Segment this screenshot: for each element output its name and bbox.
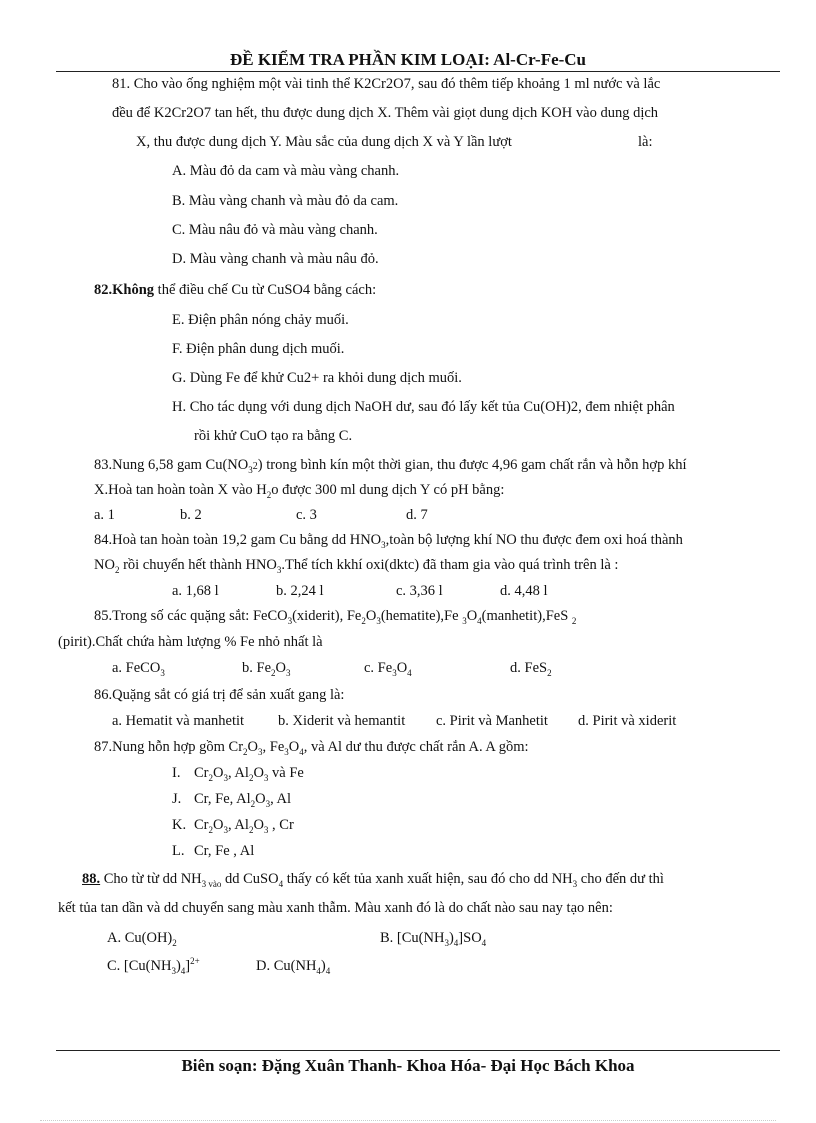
q81-option-d: D. Màu vàng chanh và màu nâu đỏ. — [172, 251, 379, 267]
q84-line-2: $NO_2$ rồi chuyển hết thành $HNO_3.Thể$ tích kkhí oxi(dktc) đã tham gia vào quá trình trên là : — [94, 557, 619, 575]
q85-option-a: a. FeCO$_3$ — [112, 660, 165, 678]
q87-stem: 87.Nung hỗn hợp gồm $Cr_2O_3$, $Fe_3O_4$, và Al dư thu được chất rắn A. A gồm: — [94, 739, 529, 757]
q85-line-2: (pirit).Chất chứa hàm lượng % Fe nhỏ nhất là — [58, 634, 323, 650]
q81-line-3-end: là: — [638, 134, 653, 150]
q84-option-a: a. 1,68 l — [172, 583, 219, 599]
q82-bold-word: Không — [112, 282, 155, 298]
q84-line-1: 84.Hoà tan hoàn toàn 19,2 gam Cu bằng dd $HNO_3,toàn$ bộ lượng khí NO thu được đem oxi hoá thành — [94, 532, 683, 550]
q87-option-l: L. Cr, Fe , Al — [172, 843, 255, 859]
q86-option-b: b. Xiderit và hemantit — [278, 713, 406, 729]
q86-option-a: a. Hematit và manhetit — [112, 713, 245, 729]
page-bottom-dots — [40, 1120, 776, 1121]
q81-line-3: X, thu được dung dịch Y. Màu sắc của dung dịch X và Y lần lượt — [136, 134, 512, 150]
q88-line-1: 88. Cho từ từ dd $NH_{3 vào}$ dd CuSO$_4$ thấy có kết tủa xanh xuất hiện, sau đó cho dd $NH_3$ cho đến dư thì — [82, 871, 664, 889]
q81-option-a: A. Màu đỏ da cam và màu vàng chanh. — [172, 163, 400, 179]
q88-option-c: C. $[Cu(NH_3)_4]^{2+}$ — [107, 956, 200, 976]
q87-option-j: J. Cr, Fe, $Al_2O_3$, Al — [172, 791, 292, 809]
q88-line-2: kết tủa tan dần và dd chuyển sang màu xanh thẫm. Màu xanh đó là do chất nào sau nay tạo nên: — [58, 900, 613, 916]
footer-author: Biên soạn: Đặng Xuân Thanh- Khoa Hóa- Đại Học Bách Khoa — [181, 1056, 635, 1075]
q83-line-2: X.Hoà tan hoàn toàn X vào $H_2o$ được 300 ml dung dịch Y có pH bằng: — [94, 482, 505, 500]
q86-option-d: d. Pirit và xiderit — [578, 713, 677, 729]
q86-stem: 86.Quặng sắt có giá trị để sản xuất gang là: — [94, 687, 345, 703]
q88-option-d: D. $Cu(NH_4)_4$ — [256, 958, 331, 976]
footer-rule — [56, 1050, 780, 1051]
q84-option-d: d. 4,48 l — [500, 583, 548, 599]
q82-option-g: G. Dùng Fe để khử Cu2+ ra khỏi dung dịch muối. — [172, 370, 462, 386]
q81-option-c: C. Màu nâu đỏ và màu vàng chanh. — [172, 222, 378, 238]
header-rule — [56, 71, 780, 72]
q87-option-i: I. $Cr_2O_3$, $Al_2O_3$ và Fe — [172, 765, 304, 783]
q83-option-b: b. 2 — [180, 507, 202, 523]
q88-option-a: A. $Cu(OH)_2$ — [107, 930, 177, 948]
q83-option-a: a. 1 — [94, 507, 115, 523]
q83-option-d: d. 7 — [406, 507, 428, 523]
q82-stem — [94, 282, 376, 299]
q84-option-c: c. 3,36 l — [396, 583, 443, 599]
q81-line-2: đều để K2Cr2O7 tan hết, thu được dung dịch X. Thêm vài giọt dung dịch KOH vào dung dịch — [112, 105, 659, 121]
q81-line-1: 81. Cho vào ống nghiệm một vài tinh thể K2Cr2O7, sau đó thêm tiếp khoảng 1 ml nước và lắc — [112, 76, 661, 92]
q82-option-f: F. Điện phân dung dịch muối. — [172, 341, 345, 357]
q85-option-d: d. FeS$_2$ — [510, 660, 552, 678]
q82-rest: thể điều chế Cu từ CuSO4 bằng cách: — [154, 282, 377, 298]
q85-option-c: c. $Fe_3O_4$ — [364, 660, 412, 678]
q85-line-1: 85.Trong số các quặng sắt: FeCO$_3$(xiderit), $Fe_2O_3(hematite),Fe$ $_3O_4(manhetit),FeS$ $_2$ — [94, 608, 577, 626]
q83-option-c: c. 3 — [296, 507, 317, 523]
q82-option-e: E. Điện phân nóng chảy muối. — [172, 312, 349, 328]
page-title: ĐỀ KIỂM TRA PHẦN KIM LOẠI: Al-Cr-Fe-Cu — [229, 50, 587, 69]
q83-line-1: 83.Nung 6,58 gam $Cu(NO_32)$ trong bình kín một thời gian, thu được 4,96 gam chất rắn và hỗn hợp khí — [94, 457, 687, 475]
q86-option-c: c. Pirit và Manhetit — [436, 713, 548, 729]
q87-option-k: K. $Cr_2O_3$, $Al_2O_3$ , Cr — [172, 817, 294, 835]
q88-option-b: B. $[Cu(NH_3)_4]SO_4$ — [380, 930, 487, 948]
q85-option-b: b. $Fe_2O_3$ — [242, 660, 291, 678]
q82-option-h: H. Cho tác dụng với dung dịch NaOH dư, sau đó lấy kết tủa Cu(OH)2, đem nhiệt phân — [172, 399, 675, 415]
q82-option-h-cont: rồi khử CuO tạo ra bằng C. — [194, 428, 353, 444]
q82-number: 82. — [94, 282, 113, 298]
q84-option-b: b. 2,24 l — [276, 583, 324, 599]
q81-option-b: B. Màu vàng chanh và màu đỏ da cam. — [172, 193, 399, 209]
